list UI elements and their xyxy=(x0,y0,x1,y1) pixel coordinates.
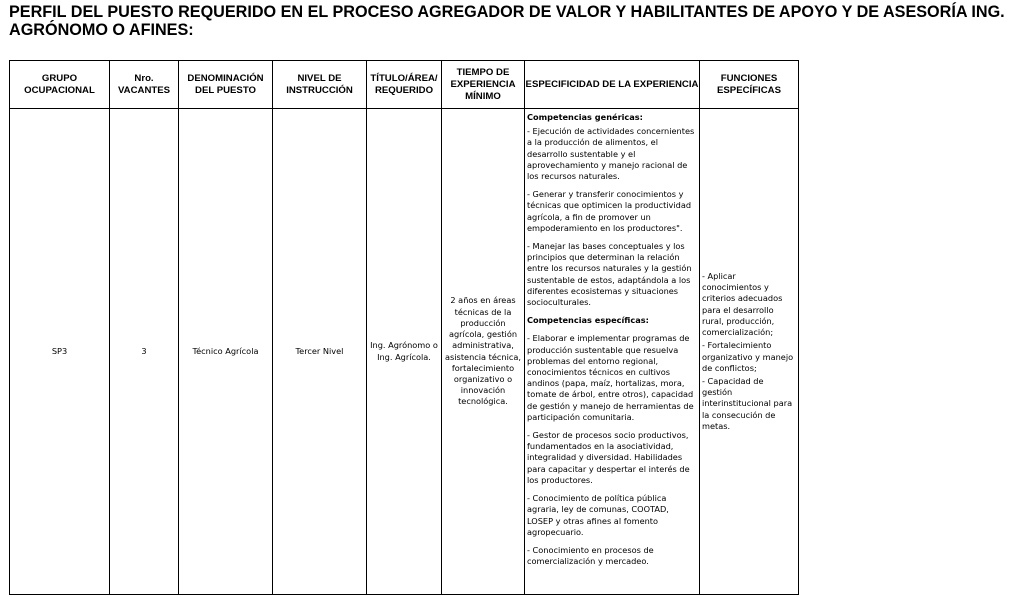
especificas-item: - Conocimiento en procesos de comercialización y mercadeo. xyxy=(527,544,654,567)
genericas-item: - Generar y transferir conocimientos y técnicas que optimicen la productividad agrícola, a fin de promover un empoderamiento en los productores". xyxy=(527,189,692,233)
especificas-heading: Competencias específicas: xyxy=(527,315,649,326)
cell-tiempo-experiencia: 2 años en áreas técnicas de la producción agrícola, gestión administrativa, asistencia técnica, fortalecimiento organizativo o innovación tecnológica. xyxy=(442,109,525,595)
funcion-item: - Aplicar conocimientos y criterios adecuados para el desarrollo rural, producción, comercialización; xyxy=(702,271,783,338)
table-row xyxy=(10,109,799,595)
header-grupo-ocupacional: GRUPO OCUPACIONAL xyxy=(10,61,110,109)
cell-nro-vacantes: 3 xyxy=(110,109,179,595)
especificas-item: - Elaborar e implementar programas de producción sustentable que resuelva problemas del entorno regional, conocimientos técnicos en cultivos andinos (papa, maíz, hortalizas, mora, tomate de árbol, entre otros), capacidad de gestión y manejo de herramientas de participación comunitaria. xyxy=(527,333,694,422)
page-title: PERFIL DEL PUESTO REQUERIDO EN EL PROCESO AGREGADOR DE VALOR Y HABILITANTES DE APOYO Y DE ASESORÍA ING. AGRÓNOMO O AFINES: xyxy=(9,3,1005,39)
especificas-item: - Gestor de procesos socio productivos, fundamentados en la asociatividad, integralidad y diversidad. Habilidades para capacitar y despertar el interés de los productores. xyxy=(527,430,690,485)
header-especificidad: ESPECIFICIDAD DE LA EXPERIENCIA xyxy=(525,61,700,109)
header-nro-vacantes: Nro. VACANTES xyxy=(110,61,179,109)
cell-grupo-ocupacional: SP3 xyxy=(10,109,110,595)
cell-funciones xyxy=(700,109,799,595)
cell-denominacion: Técnico Agrícola xyxy=(179,109,273,595)
header-funciones: FUNCIONES ESPECÍFICAS xyxy=(700,61,799,109)
funcion-item: - Fortalecimiento organizativo y manejo de conflictos; xyxy=(702,340,794,373)
cell-nivel-instruccion: Tercer Nivel xyxy=(273,109,367,595)
header-titulo-requerido: TÍTULO/ÁREA/ REQUERIDO xyxy=(367,61,442,109)
header-row xyxy=(10,61,799,109)
especificas-item: - Conocimiento de política pública agraria, ley de comunas, COOTAD, LOSEP y otras afines al fomento agropecuario. xyxy=(527,493,669,537)
cell-titulo-requerido: Ing. Agrónomo o Ing. Agrícola. xyxy=(367,109,442,595)
genericas-heading: Competencias genéricas: xyxy=(527,112,643,122)
genericas-item: - Manejar las bases conceptuales y los principios que determinan la relación entre los recursos naturales y la gestión sustentable de estos, adaptándola a los diferentes ecosistemas y situaciones socioculturales. xyxy=(527,241,692,308)
header-nivel-instruccion: NIVEL DE INSTRUCCIÓN xyxy=(273,61,367,109)
header-denominacion: DENOMINACIÓN DEL PUESTO xyxy=(179,61,273,109)
job-profile-table xyxy=(9,60,799,595)
cell-especificidad xyxy=(525,109,700,595)
funcion-item: - Capacidad de gestión interinstitucional para la consecución de metas. xyxy=(702,375,793,431)
genericas-item: - Ejecución de actividades concernientes a la producción de alimentos, el desarrollo sustentable y el aprovechamiento y manejo racional de los recursos naturales. xyxy=(527,126,695,182)
header-tiempo-experiencia: TIEMPO DE EXPERIENCIA MÍNIMO xyxy=(442,61,525,109)
